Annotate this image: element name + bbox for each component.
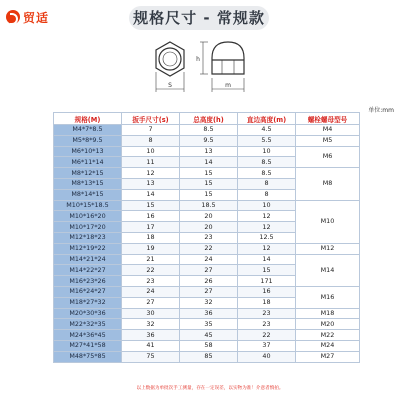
cell-total-height: 15 — [180, 178, 238, 189]
cell-spec: M48*75*85 — [54, 351, 122, 362]
cell-total-height: 9.5 — [180, 135, 238, 146]
cell-bolt-model: M24 — [296, 340, 360, 351]
cell-bolt-model: M22 — [296, 330, 360, 341]
hexagon-shape — [156, 42, 184, 76]
cell-total-height: 22 — [180, 243, 238, 254]
cell-straight-height: 8 — [238, 178, 296, 189]
dimension-h — [200, 42, 208, 74]
inner-circle — [163, 52, 177, 66]
cell-spec: M10*17*20 — [54, 222, 122, 233]
cell-spec: M18*27*32 — [54, 297, 122, 308]
header-straight-height: 直边高度(m) — [238, 113, 296, 125]
cell-spec: M24*36*45 — [54, 330, 122, 341]
cell-straight-height: 5.5 — [238, 135, 296, 146]
cell-spec: M20*30*36 — [54, 308, 122, 319]
acorn-nut-diagram — [0, 34, 400, 104]
table-row — [54, 351, 360, 362]
table-row — [54, 340, 360, 351]
cell-straight-height: 8.5 — [238, 157, 296, 168]
cell-bolt-model: M12 — [296, 243, 360, 254]
unit-label: 单位:mm — [368, 107, 394, 114]
cell-wrench-size: 10 — [122, 146, 180, 157]
label-m: m — [225, 82, 231, 89]
cell-spec: M14*22*27 — [54, 265, 122, 276]
cell-wrench-size: 27 — [122, 297, 180, 308]
cell-spec: M14*21*24 — [54, 254, 122, 265]
cell-straight-height: 12 — [238, 243, 296, 254]
cell-wrench-size: 15 — [122, 200, 180, 211]
label-s: S — [168, 82, 172, 89]
header-spec: 规格(M) — [54, 113, 122, 125]
table-row — [54, 135, 360, 146]
table-row — [54, 200, 360, 211]
cell-total-height: 26 — [180, 276, 238, 287]
cell-total-height: 18.5 — [180, 200, 238, 211]
cell-bolt-model: M6 — [296, 146, 360, 168]
cell-straight-height: 40 — [238, 351, 296, 362]
cell-straight-height: 14 — [238, 254, 296, 265]
cell-wrench-size: 13 — [122, 178, 180, 189]
footer-note: 以上数据为单批次手工测量，存在一定误差，以实物为准！介意者慎拍。 — [136, 386, 284, 391]
brand-logo — [6, 7, 49, 27]
cell-spec: M8*14*15 — [54, 189, 122, 200]
table-row — [54, 254, 360, 265]
cell-total-height: 8.5 — [180, 125, 238, 136]
cell-wrench-size: 23 — [122, 276, 180, 287]
cell-straight-height: 10 — [238, 146, 296, 157]
cell-wrench-size: 32 — [122, 319, 180, 330]
cell-wrench-size: 41 — [122, 340, 180, 351]
cell-bolt-model: M4 — [296, 125, 360, 136]
cell-spec: M8*12*15 — [54, 168, 122, 179]
cell-total-height: 15 — [180, 168, 238, 179]
cell-wrench-size: 8 — [122, 135, 180, 146]
cell-total-height: 27 — [180, 286, 238, 297]
table-row — [54, 146, 360, 157]
cell-spec: M10*15*18.5 — [54, 200, 122, 211]
cell-total-height: 13 — [180, 146, 238, 157]
header-wrench-size: 扳手尺寸(s) — [122, 113, 180, 125]
header — [0, 0, 400, 34]
cell-total-height: 14 — [180, 157, 238, 168]
cell-total-height: 15 — [180, 189, 238, 200]
cell-total-height: 20 — [180, 222, 238, 233]
cell-wrench-size: 75 — [122, 351, 180, 362]
cell-straight-height: 12 — [238, 222, 296, 233]
cell-bolt-model: M27 — [296, 351, 360, 362]
cell-wrench-size: 19 — [122, 243, 180, 254]
cell-wrench-size: 7 — [122, 125, 180, 136]
cell-straight-height: 15 — [238, 265, 296, 276]
cell-straight-height: 171 — [238, 276, 296, 287]
cell-total-height: 36 — [180, 308, 238, 319]
cell-wrench-size: 11 — [122, 157, 180, 168]
table-row — [54, 286, 360, 297]
cell-straight-height: 23 — [238, 319, 296, 330]
cell-straight-height: 8 — [238, 189, 296, 200]
cell-straight-height: 22 — [238, 330, 296, 341]
cell-wrench-size: 22 — [122, 265, 180, 276]
cell-bolt-model: M8 — [296, 168, 360, 200]
cell-total-height: 58 — [180, 340, 238, 351]
cell-spec: M12*18*23 — [54, 232, 122, 243]
cell-spec: M10*16*20 — [54, 211, 122, 222]
header-bolt-model: 螺栓螺母型号 — [296, 113, 360, 125]
cell-spec: M6*10*13 — [54, 146, 122, 157]
cell-total-height: 23 — [180, 232, 238, 243]
cell-spec: M6*11*14 — [54, 157, 122, 168]
brand-logo-icon — [6, 10, 20, 24]
cell-bolt-model: M18 — [296, 308, 360, 319]
cell-spec: M22*32*35 — [54, 319, 122, 330]
cell-spec: M12*19*22 — [54, 243, 122, 254]
cell-wrench-size: 24 — [122, 286, 180, 297]
cell-total-height: 24 — [180, 254, 238, 265]
cell-total-height: 27 — [180, 265, 238, 276]
table-row — [54, 125, 360, 136]
page-title-pill — [129, 6, 269, 30]
table-body — [54, 125, 360, 363]
header-total-height: 总高度(h) — [180, 113, 238, 125]
table-row — [54, 243, 360, 254]
cell-straight-height: 12.5 — [238, 232, 296, 243]
cell-straight-height: 18 — [238, 297, 296, 308]
cell-straight-height: 37 — [238, 340, 296, 351]
cell-spec: M16*23*26 — [54, 276, 122, 287]
page-title: 规格尺寸 - 常规款 — [133, 9, 265, 27]
cell-straight-height: 23 — [238, 308, 296, 319]
cell-wrench-size: 14 — [122, 189, 180, 200]
cell-wrench-size: 30 — [122, 308, 180, 319]
cell-bolt-model: M16 — [296, 286, 360, 308]
nut-side-view — [212, 42, 244, 74]
cell-total-height: 20 — [180, 211, 238, 222]
table-row — [54, 319, 360, 330]
cell-straight-height: 16 — [238, 286, 296, 297]
spec-table — [53, 112, 360, 363]
cell-wrench-size: 12 — [122, 168, 180, 179]
cell-bolt-model: M5 — [296, 135, 360, 146]
cell-total-height: 85 — [180, 351, 238, 362]
table-header-row — [54, 113, 360, 125]
cell-straight-height: 12 — [238, 211, 296, 222]
table-row — [54, 308, 360, 319]
label-h: h — [196, 56, 200, 63]
cell-wrench-size: 21 — [122, 254, 180, 265]
cell-spec: M4*7*8.5 — [54, 125, 122, 136]
cell-straight-height: 4.5 — [238, 125, 296, 136]
cell-spec: M16*24*27 — [54, 286, 122, 297]
cell-bolt-model: M14 — [296, 254, 360, 286]
cell-spec: M5*8*9.5 — [54, 135, 122, 146]
thread-hole-circle — [159, 48, 181, 70]
table-row — [54, 168, 360, 179]
cell-wrench-size: 18 — [122, 232, 180, 243]
cell-spec: M27*41*58 — [54, 340, 122, 351]
cell-bolt-model: M10 — [296, 200, 360, 243]
cell-straight-height: 10 — [238, 200, 296, 211]
cell-straight-height: 8.5 — [238, 168, 296, 179]
table-row — [54, 330, 360, 341]
cell-total-height: 35 — [180, 319, 238, 330]
dome-shape — [212, 42, 244, 74]
cell-total-height: 45 — [180, 330, 238, 341]
cell-wrench-size: 17 — [122, 222, 180, 233]
cell-wrench-size: 36 — [122, 330, 180, 341]
brand-name: 贸适 — [23, 10, 50, 25]
cell-spec: M8*13*15 — [54, 178, 122, 189]
cell-total-height: 32 — [180, 297, 238, 308]
cell-wrench-size: 16 — [122, 211, 180, 222]
cell-bolt-model: M20 — [296, 319, 360, 330]
nut-top-view — [156, 42, 184, 76]
